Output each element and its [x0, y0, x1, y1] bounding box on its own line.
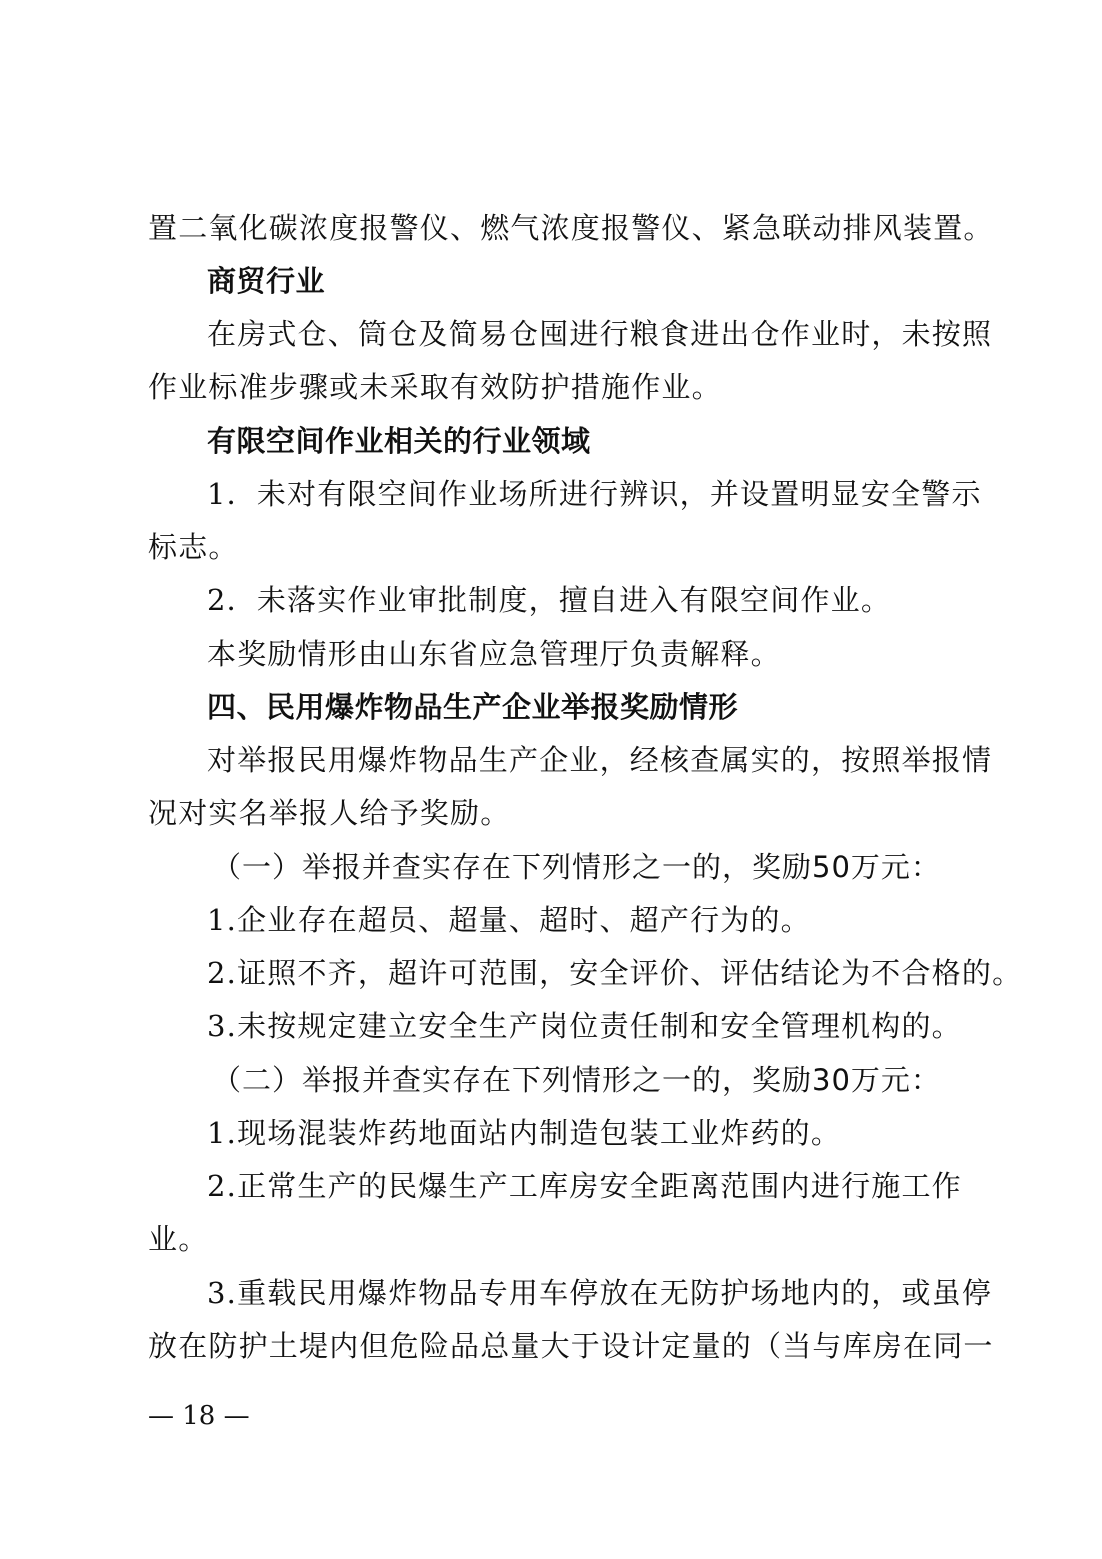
section-heading-commerce: 商贸行业 — [207, 264, 326, 298]
text-line-11: 对举报民用爆炸物品生产企业，经核查属实的，按照举报情 — [207, 743, 993, 777]
text-line-18: 1.现场混装炸药地面站内制造包装工业炸药的。 — [207, 1116, 842, 1150]
text-line-3: 在房式仓、筒仓及简易仓囤进行粮食进出仓作业时，未按照 — [207, 317, 993, 351]
text-line-12: 况对实名举报人给予奖励。 — [148, 796, 511, 830]
text-line-9: 本奖励情形由山东省应急管理厅负责解释。 — [207, 637, 781, 671]
text-line-20: 业。 — [148, 1222, 209, 1256]
text-line-19: 2.正常生产的民爆生产工库房安全距离范围内进行施工作 — [207, 1169, 962, 1203]
subheading-reward-30: （二）举报并查实存在下列情形之一的，奖励30万元： — [212, 1063, 941, 1097]
text-line-8: 2．未落实作业审批制度，擅自进入有限空间作业。 — [207, 583, 892, 617]
text-line-1: 置二氧化碳浓度报警仪、燃气浓度报警仪、紧急联动排风装置。 — [148, 211, 994, 245]
text-line-14: 1.企业存在超员、超量、超时、超产行为的。 — [207, 903, 811, 937]
subheading-reward-50: （一）举报并查实存在下列情形之一的，奖励50万元： — [212, 850, 941, 884]
section-heading-confined-space: 有限空间作业相关的行业领域 — [207, 424, 591, 458]
text-line-16: 3.未按规定建立安全生产岗位责任制和安全管理机构的。 — [207, 1009, 962, 1043]
text-line-15: 2.证照不齐，超许可范围，安全评价、评估结论为不合格的。 — [207, 956, 1023, 990]
text-line-6: 1．未对有限空间作业场所进行辨识，并设置明显安全警示 — [207, 477, 982, 511]
text-line-4: 作业标准步骤或未采取有效防护措施作业。 — [148, 370, 722, 404]
page-number: — 18 — — [148, 1401, 250, 1431]
section-heading-explosives: 四、民用爆炸物品生产企业举报奖励情形 — [207, 690, 739, 724]
text-line-7: 标志。 — [148, 530, 239, 564]
text-line-21: 3.重载民用爆炸物品专用车停放在无防护场地内的，或虽停 — [207, 1276, 993, 1310]
text-line-22: 放在防护土堤内但危险品总量大于设计定量的（当与库房在同一 — [148, 1329, 994, 1363]
